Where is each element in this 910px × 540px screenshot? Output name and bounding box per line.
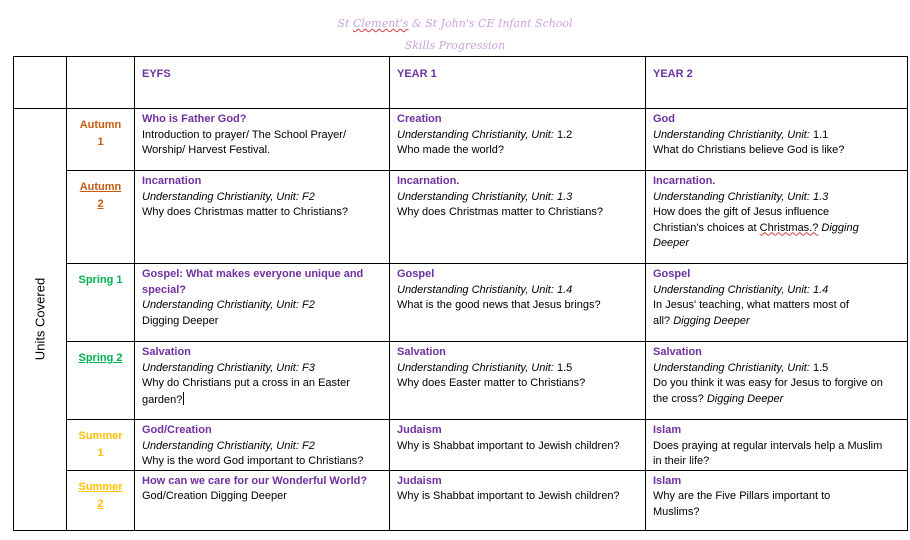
units-covered-cell xyxy=(14,109,67,531)
cell-year1-summer1[interactable]: Judaism Why is Shabbat important to Jewish children? xyxy=(390,420,646,471)
school-name: St Clement's & St John's CE Infant School xyxy=(337,17,573,30)
cell-eyfs-autumn1[interactable]: Who is Father God? Introduction to prayer/ The School Prayer/ Worship/ Harvest Festival. xyxy=(135,109,390,171)
table-row xyxy=(14,420,908,471)
cell-eyfs-spring2[interactable]: Salvation Understanding Christianity, Unit: F3 Why do Christians put a cross in an Easter garden? xyxy=(135,342,390,420)
cell-year2-summer2[interactable]: Islam Why are the Five Pillars important to Muslims? xyxy=(646,470,908,530)
term-autumn-2[interactable]: Autumn 2 xyxy=(67,171,135,264)
units-covered-label: Units Covered xyxy=(32,278,48,361)
cell-eyfs-spring1[interactable]: Gospel: What makes everyone unique and special? Understanding Christianity, Unit: F2 Digging Deeper xyxy=(135,264,390,342)
cell-year1-spring1[interactable]: Gospel Understanding Christianity, Unit: 1.4 What is the good news that Jesus brings? xyxy=(390,264,646,342)
document-subtitle: Skills Progression xyxy=(404,39,506,52)
table-row xyxy=(14,109,908,171)
term-summer-1[interactable]: Summer 1 xyxy=(67,420,135,471)
table-row xyxy=(14,342,908,420)
term-spring-2[interactable]: Spring 2 xyxy=(67,342,135,420)
cell-eyfs-autumn2[interactable]: Incarnation Understanding Christianity, Unit: F2 Why does Christmas matter to Christians? xyxy=(135,171,390,264)
cell-year2-spring1[interactable]: Gospel Understanding Christianity, Unit: 1.4 In Jesus' teaching, what matters most of all? Digging Deeper xyxy=(646,264,908,342)
column-header-year2[interactable]: YEAR 2 xyxy=(646,57,908,109)
cell-year1-autumn2[interactable]: Incarnation. Understanding Christianity, Unit: 1.3 Why does Christmas matter to Christians? xyxy=(390,171,646,264)
cell-eyfs-summer1[interactable]: God/Creation Understanding Christianity, Unit: F2 Why is the word God important to Christians? xyxy=(135,420,390,471)
table-row xyxy=(14,470,908,530)
cell-year2-autumn1[interactable]: God Understanding Christianity, Unit: 1.1 What do Christians believe God is like? xyxy=(646,109,908,171)
spelling-flag: Christmas.? xyxy=(759,221,819,234)
cell-year1-spring2[interactable]: Salvation Understanding Christianity, Unit: 1.5 Why does Easter matter to Christians? xyxy=(390,342,646,420)
header-empty-1 xyxy=(14,57,67,109)
cell-year2-spring2[interactable]: Salvation Understanding Christianity, Unit: 1.5 Do you think it was easy for Jesus to forgive on the cross? Digging Deeper xyxy=(646,342,908,420)
cell-year1-summer2[interactable]: Judaism Why is Shabbat important to Jewish children? xyxy=(390,470,646,530)
table-row xyxy=(14,171,908,264)
column-header-eyfs[interactable]: EYFS xyxy=(135,57,390,109)
cell-year1-autumn1[interactable]: Creation Understanding Christianity, Unit: 1.2 Who made the world? xyxy=(390,109,646,171)
text-cursor xyxy=(183,392,184,405)
spelling-flag: Clement's xyxy=(352,17,409,30)
cell-year2-autumn2[interactable]: Incarnation. Understanding Christianity, Unit: 1.3 How does the gift of Jesus influence Christian's choices at Christmas.? Digging Deeper xyxy=(646,171,908,264)
cell-eyfs-summer2[interactable]: How can we care for our Wonderful World? God/Creation Digging Deeper xyxy=(135,470,390,530)
table-header-row xyxy=(14,57,908,109)
cell-year2-summer1[interactable]: Islam Does praying at regular intervals help a Muslim in their life? xyxy=(646,420,908,471)
table-row xyxy=(14,264,908,342)
column-header-year1[interactable]: YEAR 1 xyxy=(390,57,646,109)
term-spring-1[interactable]: Spring 1 xyxy=(67,264,135,342)
header-empty-2 xyxy=(67,57,135,109)
term-autumn-1[interactable]: Autumn 1 xyxy=(67,109,135,171)
term-summer-2[interactable]: Summer 2 xyxy=(67,470,135,530)
skills-progression-table xyxy=(13,56,908,531)
